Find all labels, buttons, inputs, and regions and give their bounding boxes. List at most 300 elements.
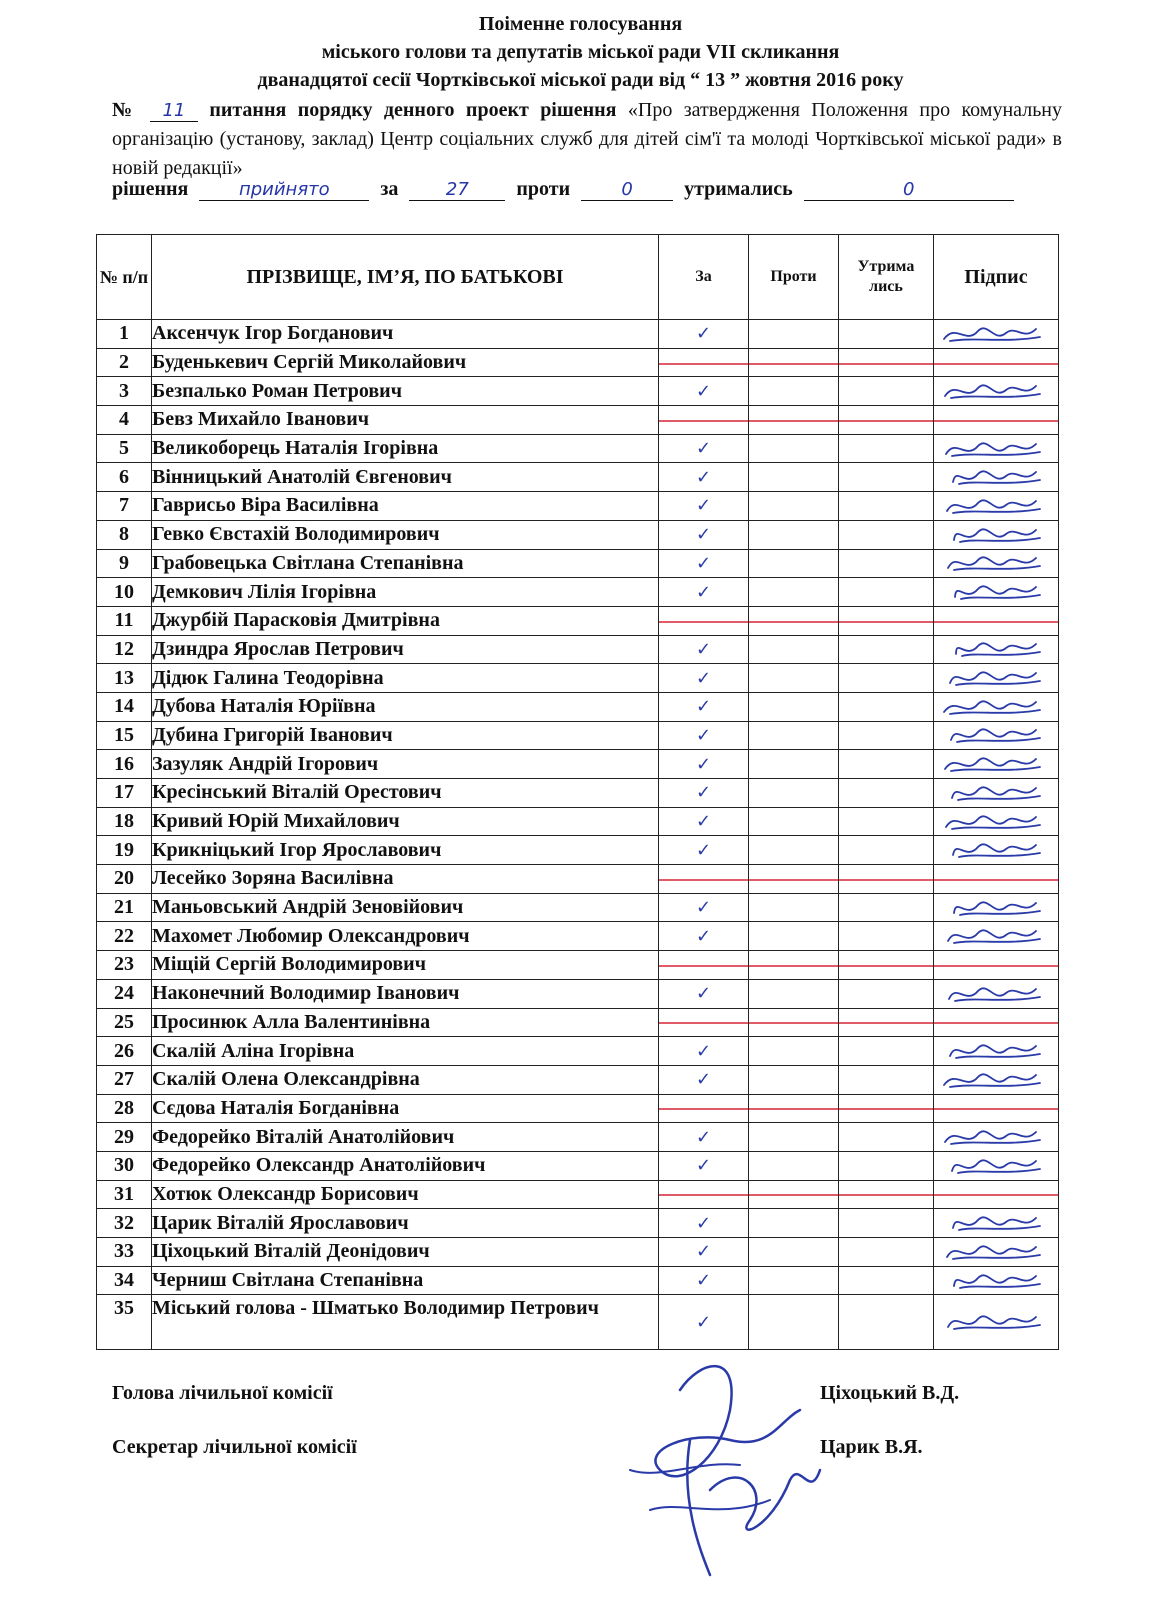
signature-cell — [934, 865, 1059, 894]
vote-abstain-cell — [839, 1151, 934, 1180]
vote-against-cell — [749, 779, 839, 808]
check-icon: ✓ — [695, 696, 712, 718]
signature-cell — [934, 807, 1059, 836]
vote-abstain-cell — [839, 1180, 934, 1209]
vote-abstain-cell — [839, 1295, 934, 1350]
vote-against-cell — [749, 320, 839, 349]
vote-for-cell — [659, 406, 749, 435]
check-icon: ✓ — [695, 1155, 712, 1177]
table-row — [97, 578, 1059, 607]
header-session: дванадцятої сесії Чортківської міської ради від “ 13 ” жовтня 2016 року — [257, 69, 904, 91]
table-row — [97, 893, 1059, 922]
check-icon: ✓ — [695, 495, 712, 517]
decision-label: рішення — [112, 178, 189, 200]
vote-abstain-cell — [839, 807, 934, 836]
signature-icon — [936, 665, 1056, 691]
check-icon: ✓ — [695, 466, 712, 488]
for-count: 27 — [409, 180, 505, 201]
check-icon: ✓ — [695, 811, 712, 833]
vote-abstain-cell — [839, 692, 934, 721]
vote-abstain-cell — [839, 951, 934, 980]
signature-cell — [934, 1037, 1059, 1066]
row-number: 30 — [97, 1151, 152, 1180]
absent-strike-line — [659, 420, 748, 422]
against-label: проти — [516, 178, 571, 200]
row-name: Демкович Лілія Ігорівна — [152, 578, 659, 607]
signature-cell — [934, 434, 1059, 463]
vote-against-cell — [749, 951, 839, 980]
row-number: 20 — [97, 865, 152, 894]
vote-abstain-cell — [839, 434, 934, 463]
absent-strike-line — [839, 1108, 933, 1110]
vote-against-cell — [749, 635, 839, 664]
row-number: 31 — [97, 1180, 152, 1209]
check-icon: ✓ — [695, 524, 712, 546]
table-row — [97, 1295, 1059, 1350]
row-name: Великоборець Наталія Ігорівна — [152, 434, 659, 463]
vote-against-cell — [749, 1123, 839, 1152]
row-number: 11 — [97, 606, 152, 635]
vote-abstain-cell — [839, 1209, 934, 1238]
signature-cell — [934, 1295, 1059, 1350]
signature-icon — [936, 550, 1056, 576]
question-paragraph — [112, 96, 1062, 183]
check-icon: ✓ — [695, 839, 712, 861]
table-row — [97, 1209, 1059, 1238]
vote-against-cell — [749, 692, 839, 721]
row-name: Маньовський Андрій Зеновійович — [152, 893, 659, 922]
check-icon: ✓ — [695, 724, 712, 746]
row-name: Скалій Аліна Ігорівна — [152, 1037, 659, 1066]
vote-abstain-cell — [839, 1238, 934, 1267]
vote-against-cell — [749, 1094, 839, 1123]
table-header-row — [97, 235, 1059, 320]
absent-strike-line — [934, 1194, 1058, 1196]
signature-icon — [936, 981, 1056, 1007]
row-name: Федорейко Олександр Анатолійович — [152, 1151, 659, 1180]
table-row — [97, 779, 1059, 808]
chair-label: Голова лічильної комісії — [112, 1382, 333, 1404]
absent-strike-line — [749, 1022, 838, 1024]
row-number: 9 — [97, 549, 152, 578]
check-icon: ✓ — [695, 323, 712, 345]
row-number: 34 — [97, 1266, 152, 1295]
question-text: «Про затвердження Положення про комунальну організацію (установу, заклад) Центр соціальних служб для дітей сім'ї та молоді Чортківської міської ради» в новій редакції» — [112, 99, 1063, 179]
row-number: 28 — [97, 1094, 152, 1123]
vote-against-cell — [749, 549, 839, 578]
absent-strike-line — [934, 1108, 1058, 1110]
row-name: Міщій Сергій Володимирович — [152, 951, 659, 980]
row-name: Джурбій Парасковія Дмитрівна — [152, 606, 659, 635]
vote-abstain-cell — [839, 664, 934, 693]
signature-cell — [934, 348, 1059, 377]
signature-cell — [934, 578, 1059, 607]
row-number: 7 — [97, 492, 152, 521]
row-name: Дубова Наталія Юріївна — [152, 692, 659, 721]
vote-for-cell — [659, 320, 749, 349]
vote-for-cell — [659, 1123, 749, 1152]
check-icon: ✓ — [695, 1241, 712, 1263]
signature-icon — [936, 579, 1056, 605]
vote-against-cell — [749, 578, 839, 607]
signature-cell — [934, 836, 1059, 865]
vote-for-cell — [659, 664, 749, 693]
absent-strike-line — [839, 621, 933, 623]
signature-icon — [936, 1038, 1056, 1064]
row-name: Черниш Світлана Степанівна — [152, 1266, 659, 1295]
signature-cell — [934, 520, 1059, 549]
vote-for-cell — [659, 836, 749, 865]
signature-icon — [936, 464, 1056, 490]
row-number: 29 — [97, 1123, 152, 1152]
check-icon: ✓ — [695, 667, 712, 689]
signature-cell — [934, 320, 1059, 349]
secretary-label: Секретар лічильної комісії — [112, 1436, 357, 1458]
row-number: 1 — [97, 320, 152, 349]
question-no-label: № — [112, 99, 139, 121]
vote-abstain-cell — [839, 1266, 934, 1295]
vote-against-cell — [749, 377, 839, 406]
signature-icon — [936, 780, 1056, 806]
vote-abstain-cell — [839, 606, 934, 635]
row-name: Гаврисьо Віра Василівна — [152, 492, 659, 521]
signature-icon — [936, 722, 1056, 748]
vote-against-cell — [749, 1008, 839, 1037]
row-number: 15 — [97, 721, 152, 750]
table-row — [97, 922, 1059, 951]
header-for: За — [659, 235, 749, 320]
vote-abstain-cell — [839, 865, 934, 894]
decision-value: прийнято — [199, 180, 369, 201]
vote-against-cell — [749, 807, 839, 836]
signature-cell — [934, 549, 1059, 578]
absent-strike-line — [934, 621, 1058, 623]
vote-abstain-cell — [839, 1065, 934, 1094]
signature-cell — [934, 1065, 1059, 1094]
row-name: Наконечний Володимир Іванович — [152, 979, 659, 1008]
absent-strike-line — [659, 363, 748, 365]
row-name: Дубина Григорій Іванович — [152, 721, 659, 750]
signature-cell — [934, 635, 1059, 664]
signature-icon — [936, 751, 1056, 777]
signature-icon — [936, 493, 1056, 519]
check-icon: ✓ — [695, 925, 712, 947]
signature-cell — [934, 664, 1059, 693]
row-number: 4 — [97, 406, 152, 435]
row-number: 6 — [97, 463, 152, 492]
vote-for-cell — [659, 1238, 749, 1267]
signature-icon — [936, 321, 1056, 347]
row-number: 14 — [97, 692, 152, 721]
vote-abstain-cell — [839, 520, 934, 549]
vote-against-cell — [749, 979, 839, 1008]
vote-for-cell — [659, 779, 749, 808]
vote-for-cell — [659, 578, 749, 607]
vote-against-cell — [749, 463, 839, 492]
signature-icon — [936, 378, 1056, 404]
absent-strike-line — [659, 879, 748, 881]
signature-cell — [934, 463, 1059, 492]
row-number: 3 — [97, 377, 152, 406]
row-name: Сєдова Наталія Богданівна — [152, 1094, 659, 1123]
check-icon: ✓ — [695, 438, 712, 460]
row-name: Зазуляк Андрій Ігорович — [152, 750, 659, 779]
signature-icon — [936, 895, 1056, 921]
table-row — [97, 635, 1059, 664]
table-row — [97, 1037, 1059, 1066]
signature-icon — [936, 1239, 1056, 1265]
absent-strike-line — [839, 1022, 933, 1024]
row-number: 5 — [97, 434, 152, 463]
vote-abstain-cell — [839, 1123, 934, 1152]
check-icon: ✓ — [695, 753, 712, 775]
row-number: 27 — [97, 1065, 152, 1094]
row-number: 17 — [97, 779, 152, 808]
table-row — [97, 492, 1059, 521]
row-number: 16 — [97, 750, 152, 779]
header-subtitle: міського голови та депутатів міської ради VII скликання — [321, 41, 840, 63]
row-name: Міський голова - Шматько Володимир Петрович — [152, 1295, 659, 1350]
row-name: Федорейко Віталій Анатолійович — [152, 1123, 659, 1152]
row-number: 21 — [97, 893, 152, 922]
vote-for-cell — [659, 635, 749, 664]
vote-against-cell — [749, 1065, 839, 1094]
vote-against-cell — [749, 492, 839, 521]
signature-cell — [934, 406, 1059, 435]
row-number: 35 — [97, 1295, 152, 1350]
abstain-count: 0 — [804, 180, 1014, 201]
table-row — [97, 520, 1059, 549]
vote-abstain-cell — [839, 377, 934, 406]
row-number: 32 — [97, 1209, 152, 1238]
signature-cell — [934, 779, 1059, 808]
vote-against-cell — [749, 1037, 839, 1066]
absent-strike-line — [934, 1022, 1058, 1024]
row-number: 10 — [97, 578, 152, 607]
chair-name: Ціхоцький В.Д. — [820, 1382, 960, 1404]
absent-strike-line — [659, 1194, 748, 1196]
signature-cell — [934, 1123, 1059, 1152]
row-name: Ціхоцький Віталій Деонідович — [152, 1238, 659, 1267]
vote-abstain-cell — [839, 779, 934, 808]
signature-cell — [934, 692, 1059, 721]
row-number: 25 — [97, 1008, 152, 1037]
signature-cell — [934, 1094, 1059, 1123]
signature-icon — [936, 1153, 1056, 1179]
vote-against-cell — [749, 893, 839, 922]
signature-cell — [934, 377, 1059, 406]
vote-for-cell — [659, 979, 749, 1008]
row-number: 19 — [97, 836, 152, 865]
vote-for-cell — [659, 606, 749, 635]
vote-abstain-cell — [839, 1094, 934, 1123]
check-icon: ✓ — [695, 1311, 712, 1333]
vote-for-cell — [659, 1266, 749, 1295]
table-row — [97, 865, 1059, 894]
row-name: Дідюк Галина Теодорівна — [152, 664, 659, 693]
vote-abstain-cell — [839, 348, 934, 377]
vote-against-cell — [749, 434, 839, 463]
vote-for-cell — [659, 463, 749, 492]
table-row — [97, 463, 1059, 492]
against-count: 0 — [581, 180, 673, 201]
signature-icon — [936, 636, 1056, 662]
table-row — [97, 979, 1059, 1008]
row-name: Крикніцький Ігор Ярославович — [152, 836, 659, 865]
row-number: 22 — [97, 922, 152, 951]
vote-against-cell — [749, 750, 839, 779]
vote-for-cell — [659, 922, 749, 951]
table-row — [97, 434, 1059, 463]
header-sign: Підпис — [934, 235, 1059, 320]
table-row — [97, 1266, 1059, 1295]
signature-icon — [936, 809, 1056, 835]
vote-for-cell — [659, 1094, 749, 1123]
vote-abstain-cell — [839, 492, 934, 521]
vote-against-cell — [749, 1266, 839, 1295]
vote-against-cell — [749, 606, 839, 635]
table-row — [97, 1065, 1059, 1094]
vote-abstain-cell — [839, 320, 934, 349]
vote-for-cell — [659, 1065, 749, 1094]
vote-for-cell — [659, 1008, 749, 1037]
check-icon: ✓ — [695, 552, 712, 574]
vote-against-cell — [749, 721, 839, 750]
check-icon: ✓ — [695, 782, 712, 804]
vote-abstain-cell — [839, 406, 934, 435]
signature-cell — [934, 1266, 1059, 1295]
signature-cell — [934, 492, 1059, 521]
commission-signature-icon — [620, 1350, 830, 1580]
row-name: Гевко Євстахій Володимирович — [152, 520, 659, 549]
row-name: Грабовецька Світлана Степанівна — [152, 549, 659, 578]
table-row — [97, 348, 1059, 377]
row-name: Кресінський Віталій Орестович — [152, 779, 659, 808]
vote-for-cell — [659, 1151, 749, 1180]
row-number: 8 — [97, 520, 152, 549]
row-name: Дзиндра Ярослав Петрович — [152, 635, 659, 664]
table-row — [97, 1123, 1059, 1152]
vote-against-cell — [749, 1180, 839, 1209]
table-row — [97, 406, 1059, 435]
secretary-name: Царик В.Я. — [820, 1436, 923, 1458]
absent-strike-line — [934, 363, 1058, 365]
vote-against-cell — [749, 836, 839, 865]
for-label: за — [380, 178, 399, 200]
vote-abstain-cell — [839, 549, 934, 578]
signature-icon — [936, 1210, 1056, 1236]
question-number: 11 — [150, 101, 198, 122]
row-name: Кривий Юрій Михайлович — [152, 807, 659, 836]
row-number: 26 — [97, 1037, 152, 1066]
signature-cell — [934, 979, 1059, 1008]
row-number: 18 — [97, 807, 152, 836]
signature-cell — [934, 1008, 1059, 1037]
signature-icon — [936, 1309, 1056, 1335]
row-number: 2 — [97, 348, 152, 377]
signature-cell — [934, 1180, 1059, 1209]
check-icon: ✓ — [695, 1069, 712, 1091]
absent-strike-line — [749, 420, 838, 422]
vote-against-cell — [749, 1295, 839, 1350]
row-name: Хотюк Олександр Борисович — [152, 1180, 659, 1209]
vote-for-cell — [659, 721, 749, 750]
check-icon: ✓ — [695, 1126, 712, 1148]
vote-for-cell — [659, 520, 749, 549]
signature-cell — [934, 1151, 1059, 1180]
check-icon: ✓ — [695, 983, 712, 1005]
table-row — [97, 549, 1059, 578]
decision-line — [112, 178, 1020, 201]
absent-strike-line — [934, 420, 1058, 422]
row-number: 24 — [97, 979, 152, 1008]
check-icon: ✓ — [695, 638, 712, 660]
absent-strike-line — [749, 363, 838, 365]
vote-for-cell — [659, 492, 749, 521]
absent-strike-line — [839, 879, 933, 881]
table-row — [97, 836, 1059, 865]
vote-for-cell — [659, 865, 749, 894]
check-icon: ✓ — [695, 897, 712, 919]
row-name: Царик Віталій Ярославович — [152, 1209, 659, 1238]
absent-strike-line — [749, 1108, 838, 1110]
row-name: Буденькевич Сергій Миколайович — [152, 348, 659, 377]
absent-strike-line — [749, 1194, 838, 1196]
abstain-label: утримались — [684, 178, 793, 200]
signature-icon — [936, 837, 1056, 863]
signature-icon — [936, 694, 1056, 720]
signature-icon — [936, 436, 1056, 462]
absent-strike-line — [659, 965, 748, 967]
signature-cell — [934, 951, 1059, 980]
vote-abstain-cell — [839, 893, 934, 922]
table-row — [97, 1180, 1059, 1209]
signature-cell — [934, 1209, 1059, 1238]
absent-strike-line — [839, 420, 933, 422]
check-icon: ✓ — [695, 1040, 712, 1062]
vote-against-cell — [749, 1209, 839, 1238]
row-name: Скалій Олена Олександрівна — [152, 1065, 659, 1094]
question-label: питання порядку денного проект рішення — [209, 99, 617, 121]
table-row — [97, 377, 1059, 406]
header-num: № п/п — [97, 235, 152, 320]
vote-for-cell — [659, 1209, 749, 1238]
table-row — [97, 721, 1059, 750]
header-name: ПРІЗВИЩЕ, ІМ’Я, ПО БАТЬКОВІ — [152, 235, 659, 320]
vote-against-cell — [749, 1151, 839, 1180]
vote-against-cell — [749, 865, 839, 894]
vote-for-cell — [659, 1180, 749, 1209]
absent-strike-line — [934, 965, 1058, 967]
vote-abstain-cell — [839, 922, 934, 951]
row-name: Вінницький Анатолій Євгенович — [152, 463, 659, 492]
signature-icon — [936, 522, 1056, 548]
row-number: 13 — [97, 664, 152, 693]
signature-icon — [936, 1268, 1056, 1294]
table-row — [97, 320, 1059, 349]
vote-for-cell — [659, 893, 749, 922]
vote-against-cell — [749, 1238, 839, 1267]
check-icon: ✓ — [695, 380, 712, 402]
absent-strike-line — [839, 965, 933, 967]
vote-abstain-cell — [839, 1008, 934, 1037]
vote-abstain-cell — [839, 635, 934, 664]
absent-strike-line — [839, 1194, 933, 1196]
vote-against-cell — [749, 406, 839, 435]
table-row — [97, 1238, 1059, 1267]
check-icon: ✓ — [695, 1212, 712, 1234]
header-abstain: Утрима лись — [839, 235, 934, 320]
